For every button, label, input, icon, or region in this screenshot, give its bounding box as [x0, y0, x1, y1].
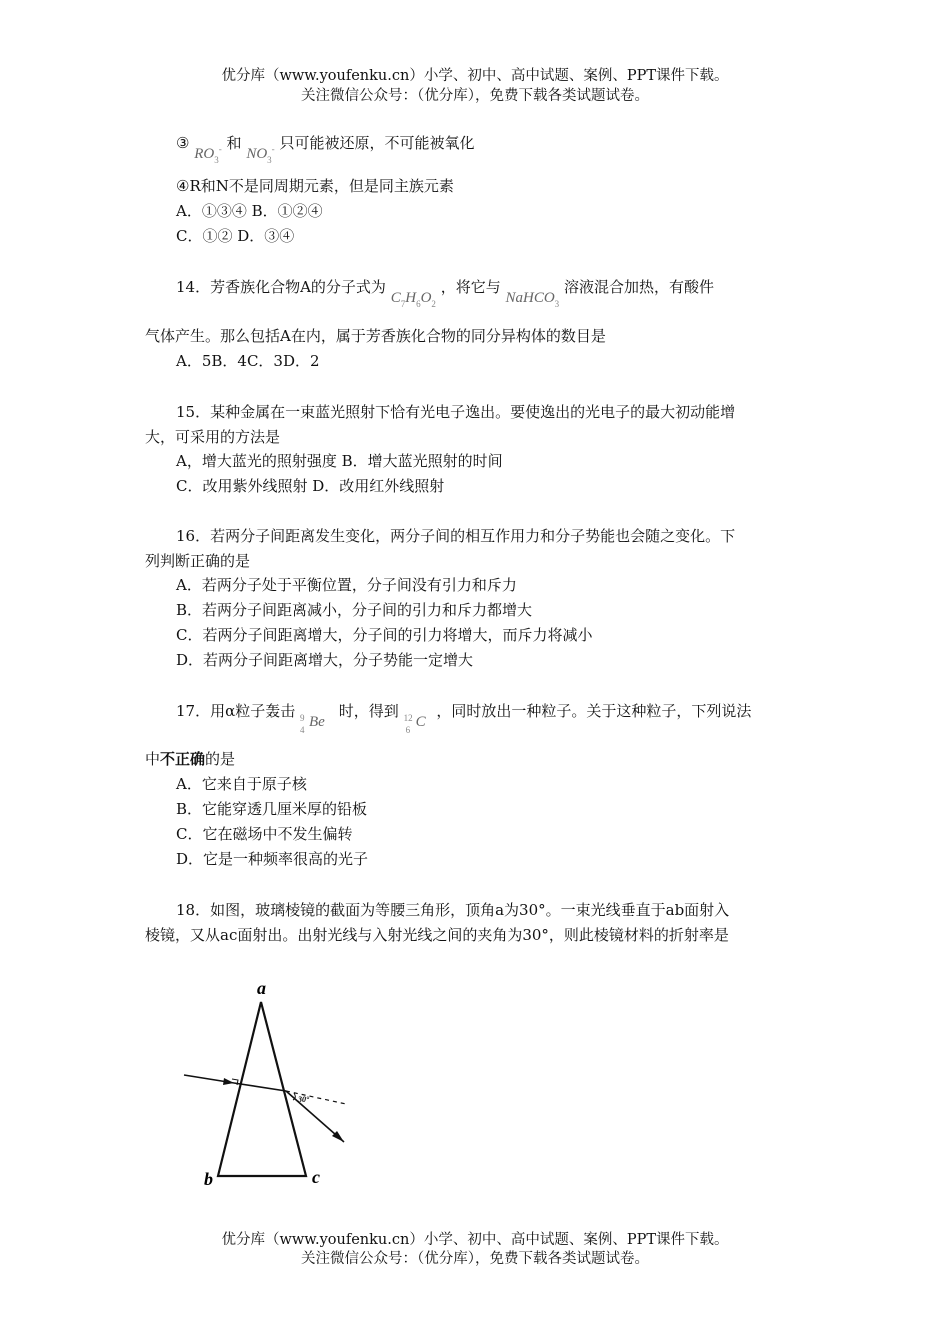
q14-stem-a: 14．芳香族化合物A的分子式为 — [176, 278, 386, 296]
formula-no3: $NO_3^-$ — [246, 144, 275, 165]
q14-stem-c: 溶液混合加热，有酸件 — [563, 278, 714, 296]
q14-stem-line-1 — [176, 276, 714, 309]
q17-option-b: B．它能穿透几厘米厚的铅板 — [176, 800, 368, 818]
footer-line-1: 优分库（www.youfenku.cn）小学、初中、高中试题、案例、PPT课件下载。 — [221, 1232, 729, 1248]
q15-options-cd: C．改用紫外线照射 D．改用红外线照射 — [176, 477, 445, 495]
q17-stem-b: 时，得到 — [338, 702, 399, 720]
label-a: a — [257, 980, 266, 998]
q16-stem-line-1: 16．若两分子间距离发生变化，两分子间的相互作用力和分子势能也会随之变化。下 — [176, 527, 736, 545]
q18-stem-line-1: 18．如图，玻璃棱镜的截面为等腰三角形，顶角a为30°。一束光线垂直于ab面射入 — [176, 901, 730, 919]
q15-stem-line-1: 15．某种金属在一束蓝光照射下恰有光电子逸出。要使逸出的光电子的最大初动能增 — [176, 403, 736, 421]
q17-emphasis: 不正确 — [160, 750, 206, 768]
formula-c7h6o2: $C_7H_6O_2$ — [390, 290, 436, 309]
q17-stem-line-2 — [145, 748, 235, 770]
q13-item3-and: 和 — [226, 134, 242, 152]
q17-option-c: C．它在磁场中不发生偏转 — [176, 825, 353, 843]
q18-stem-line-2: 棱镜，又从ac面射出。出射光线与入射光线之间的夹角为30°，则此棱镜材料的折射率是 — [145, 926, 729, 944]
q13-options-cd: C．①② D．③④ — [176, 227, 295, 245]
formula-nahco3: NaHCO$_3$ — [505, 290, 560, 309]
footer-line-2: 关注微信公众号：（优分库），免费下载各类试题试卷。 — [301, 1251, 649, 1267]
q17-stem-line-1 — [176, 700, 752, 735]
q16-option-c: C．若两分子间距离增大，分子间的引力将增大，而斥力将减小 — [176, 626, 593, 644]
q17-option-a: A．它来自于原子核 — [176, 775, 307, 793]
q13-options-ab: A．①③④ B．①②④ — [176, 202, 323, 220]
internal-ray — [234, 1083, 286, 1091]
q13-item-4: ④R和N不是同周期元素，但是同主族元素 — [176, 177, 454, 195]
q13-item3-prefix: ③ — [176, 134, 190, 152]
q16-option-b: B．若两分子间距离减小，分子间的引力和斥力都增大 — [176, 601, 533, 619]
label-b: b — [204, 1169, 213, 1189]
q13-item-3 — [176, 128, 475, 165]
q17-stem2-b: 的是 — [205, 750, 236, 768]
right-angle-mark — [232, 1079, 238, 1085]
q13-item3-suffix: 只可能被还原，不可能被氧化 — [279, 134, 475, 152]
nuclide-be: 9 4 Be — [300, 713, 325, 735]
label-c: c — [312, 1167, 320, 1187]
q14-options: A．5B．4C．3D．2 — [176, 352, 320, 370]
q14-stem-line-2: 气体产生。那么包括A在内，属于芳香族化合物的同分异构体的数目是 — [145, 327, 606, 345]
prism-figure — [176, 980, 366, 1190]
q17-stem-a: 17．用α粒子轰击 — [176, 702, 296, 720]
nuclide-c: 12 6 C — [403, 713, 426, 735]
angle-label: 30° — [298, 1095, 310, 1104]
q15-stem-line-2: 大，可采用的方法是 — [145, 428, 281, 446]
q16-option-d: D．若两分子间距离增大，分子势能一定增大 — [176, 651, 474, 669]
q16-option-a: A．若两分子处于平衡位置，分子间没有引力和斥力 — [176, 576, 517, 594]
q17-stem2-a: 中 — [145, 750, 161, 768]
q17-option-d: D．它是一种频率很高的光子 — [176, 850, 369, 868]
q17-stem-c: ，同时放出一种粒子。关于这种粒子，下列说法 — [436, 702, 752, 720]
q15-options-ab: A，增大蓝光的照射强度 B．增大蓝光照射的时间 — [176, 452, 503, 470]
q16-stem-line-2: 列判断正确的是 — [145, 552, 251, 570]
header-line-1: 优分库（www.youfenku.cn）小学、初中、高中试题、案例、PPT课件下载。 — [221, 68, 729, 84]
q14-stem-b: ，将它与 — [440, 278, 501, 296]
formula-ro3: $RO_3^-$ — [194, 144, 222, 165]
header-line-2: 关注微信公众号：（优分库），免费下载各类试题试卷。 — [301, 88, 649, 104]
prism-triangle — [218, 1002, 306, 1176]
